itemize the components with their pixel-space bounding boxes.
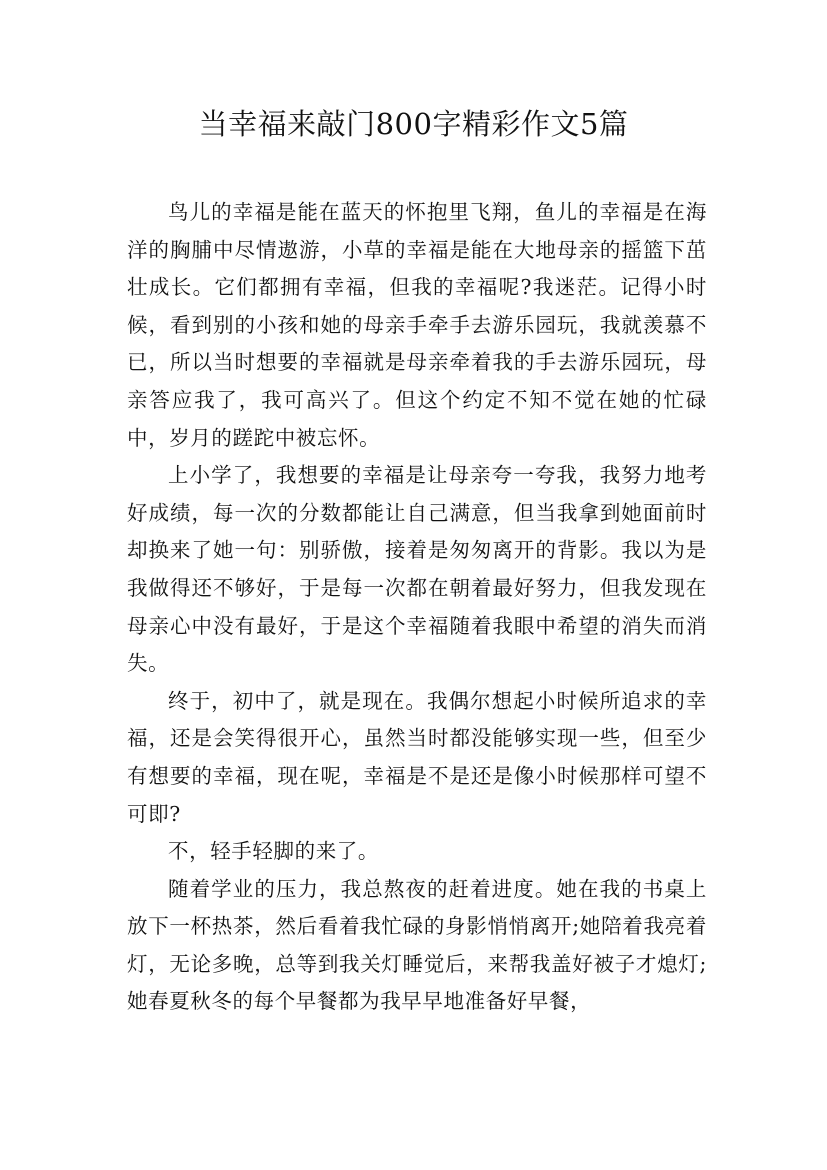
paragraph-5: 随着学业的压力，我总熬夜的赶着进度。她在我的书桌上放下一杯热茶，然后看着我忙碌的身影悄悄离开;她陪着我亮着灯，无论多晚，总等到我关灯睡觉后，来帮我盖好被子才熄灯;她春夏秋冬的每个早餐都为我早早地准备好早餐， xyxy=(127,876,707,1014)
document-body xyxy=(127,194,707,1021)
paragraph-4: 不，轻手轻脚的来了。 xyxy=(168,839,379,864)
paragraph-2: 上小学了，我想要的幸福是让母亲夸一夸我，我努力地考好成绩，每一次的分数都能让自己满意，但当我拿到她面前时却换来了她一句：别骄傲，接着是匆匆离开的背影。我以为是我做得还不够好，于是每一次都在朝着最好努力，但我发现在母亲心中没有最好，于是这个幸福随着我眼中希望的消失而消失。 xyxy=(127,463,707,676)
paragraph-3: 终于，初中了，就是现在。我偶尔想起小时候所追求的幸福，还是会笑得很开心，虽然当时都没能够实现一些，但至少有想要的幸福，现在呢，幸福是不是还是像小时候那样可望不可即? xyxy=(127,688,707,826)
document-title: 当幸福来敲门800字精彩作文5篇 xyxy=(198,107,629,141)
paragraph-1: 鸟儿的幸福是能在蓝天的怀抱里飞翔，鱼儿的幸福是在海洋的胸脯中尽情遨游，小草的幸福是能在大地母亲的摇篮下茁壮成长。它们都拥有幸福，但我的幸福呢?我迷茫。记得小时候，看到别的小孩和她的母亲手牵手去游乐园玩，我就羡慕不已，所以当时想要的幸福就是母亲牵着我的手去游乐园玩，母亲答应我了，我可高兴了。但这个约定不知不觉在她的忙碌中，岁月的蹉跎中被忘怀。 xyxy=(127,200,707,450)
